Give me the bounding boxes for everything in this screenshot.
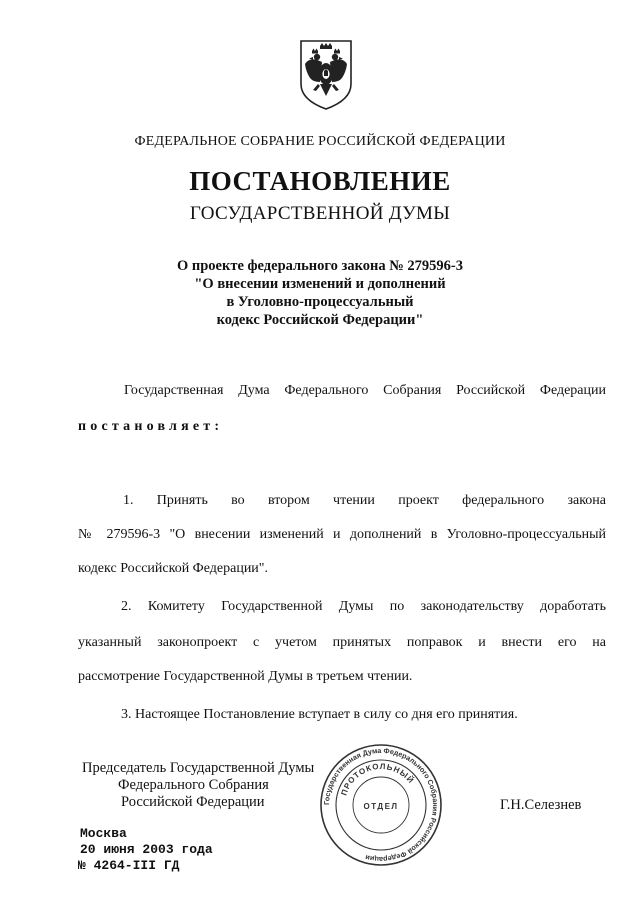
registration-number: № 4264-III ГД bbox=[78, 858, 180, 873]
coat-of-arms-icon bbox=[298, 38, 354, 112]
subject-line: "О внесении изменений и дополнений bbox=[194, 276, 446, 292]
stamp-outer-text: Государственная Дума Федерального Собрания Российской Федерации bbox=[321, 745, 441, 865]
signatory-position: Председатель Государственной Думы bbox=[82, 760, 315, 776]
official-seal-stamp bbox=[318, 742, 444, 868]
signatory-name: Г.Н.Селезнев bbox=[500, 797, 582, 813]
item-2-text: 2. Комитету Государственной Думы по законодательству доработать bbox=[121, 599, 606, 614]
signatory-position: Российской Федерации bbox=[121, 794, 265, 810]
preamble-text: Государственная Дума Федерального Собрания Российской Федерации bbox=[124, 383, 606, 398]
item-2-text: рассмотрение Государственной Думы в третьем чтении. bbox=[78, 669, 413, 684]
item-2-text: указанный законопроект с учетом принятых поправок и внести его на bbox=[78, 635, 606, 650]
stamp-center-text: ОТДЕЛ bbox=[363, 802, 399, 811]
item-1-text: № 279596-3 "О внесении изменений и дополнений в Уголовно-процессуальный bbox=[78, 527, 606, 542]
decree-word: постановляет: bbox=[78, 419, 224, 434]
item-1-text: кодекс Российской Федерации". bbox=[78, 561, 269, 576]
place-of-adoption: Москва bbox=[80, 826, 127, 841]
item-3-text: 3. Настоящее Постановление вступает в силу со дня его принятия. bbox=[121, 707, 518, 722]
signatory-position: Федерального Собрания bbox=[118, 777, 269, 793]
document-issuer-title: ГОСУДАРСТВЕННОЙ ДУМЫ bbox=[189, 203, 451, 224]
subject-line: О проекте федерального закона № 279596-3 bbox=[176, 258, 464, 274]
organization-title: ФЕДЕРАЛЬНОЕ СОБРАНИЕ РОССИЙСКОЙ ФЕДЕРАЦИИ bbox=[134, 134, 506, 149]
stamp-inner-text: ПРОТОКОЛЬНЫЙ bbox=[339, 761, 416, 797]
subject-line: кодекс Российской Федерации" bbox=[216, 312, 424, 328]
item-1-text: 1. Принять во втором чтении проект федерального закона bbox=[123, 493, 606, 508]
adoption-date: 20 июня 2003 года bbox=[80, 842, 213, 857]
document-type-title: ПОСТАНОВЛЕНИЕ bbox=[189, 166, 451, 196]
subject-line: в Уголовно-процессуальный bbox=[226, 294, 414, 310]
